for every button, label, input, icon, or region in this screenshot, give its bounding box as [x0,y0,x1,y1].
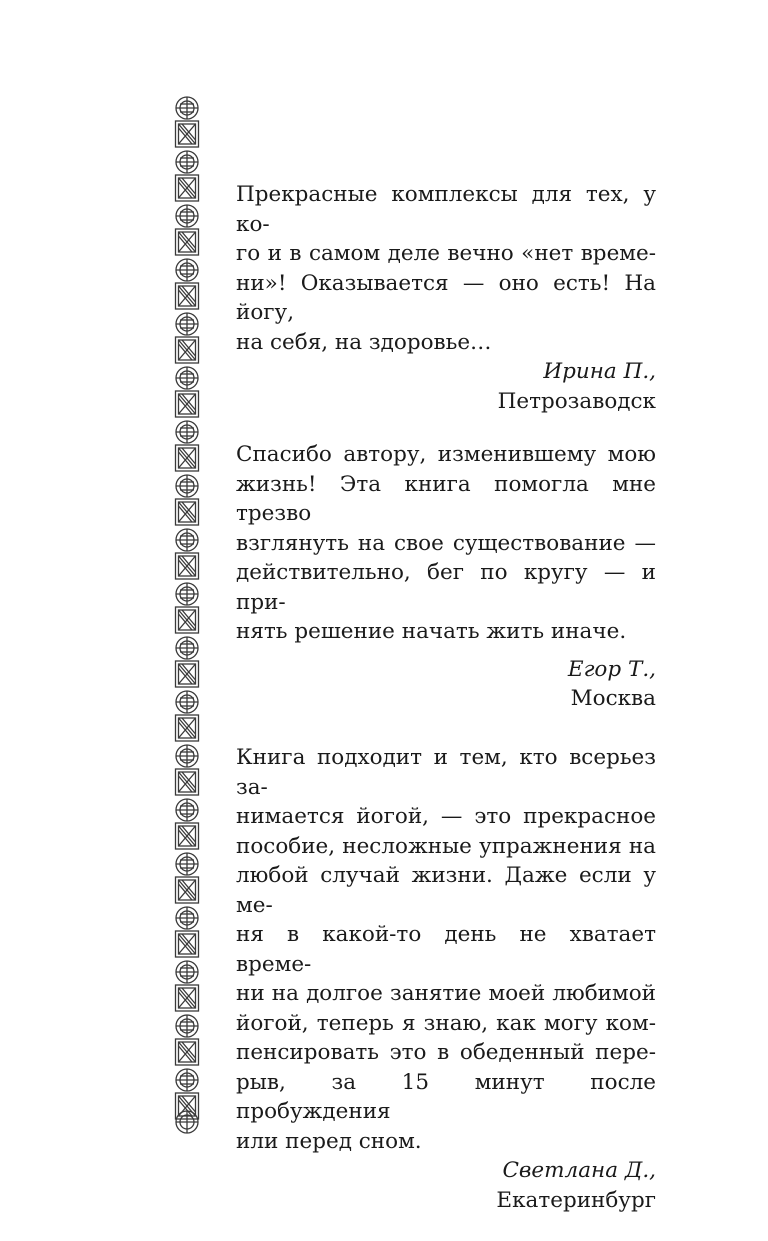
review-city: Петрозаводск [497,388,656,414]
review-line: рыв, за 15 минут после пробуждения [236,1069,656,1124]
review-author: Ирина П., [543,359,656,384]
review-line: го и в самом деле вечно «нет време- [236,241,656,266]
review-1 [236,180,656,416]
review-line: на себя, на здоровье… [236,329,492,355]
review-line: пособие, несложные упражнения на [236,833,656,859]
review-line: Прекрасные комплексы для тех, у ко- [236,182,656,237]
review-line: взглянуть на свое существование — [236,530,656,556]
review-line: ня в какой-то день не хватает време- [236,922,656,977]
review-author: Светлана Д., [502,1158,656,1183]
review-line: ни»! Оказывается — оно есть! На йогу, [236,270,656,325]
review-line: любой случай жизни. Даже если у ме- [236,863,656,918]
review-line: пенсировать это в обеденный пере- [236,1040,656,1065]
review-3 [236,743,656,1215]
review-line: Спасибо автору, изменившему мою [236,442,656,467]
review-line: действительно, бег по кругу — и при- [236,560,656,615]
review-line: или перед сном. [236,1128,422,1154]
review-line: йогой, теперь я знаю, как могу ком- [236,1010,656,1036]
review-line: нять решение начать жить иначе. [236,619,627,644]
review-line: Книга подходит и тем, кто всерьез за- [236,745,656,800]
review-city: Москва [570,686,656,711]
review-line: ни на долгое занятие моей любимой [236,981,656,1006]
review-2 [236,440,656,714]
review-text [236,440,656,647]
celtic-knot-border-icon [174,95,200,1163]
review-line: жизнь! Эта книга помогла мне трезво [236,471,656,526]
review-city: Екатеринбург [496,1187,656,1213]
review-line: нимается йогой, — это прекрасное [236,804,656,829]
review-text [236,180,656,357]
review-text [236,743,656,1156]
review-author: Егор Т., [567,656,656,682]
